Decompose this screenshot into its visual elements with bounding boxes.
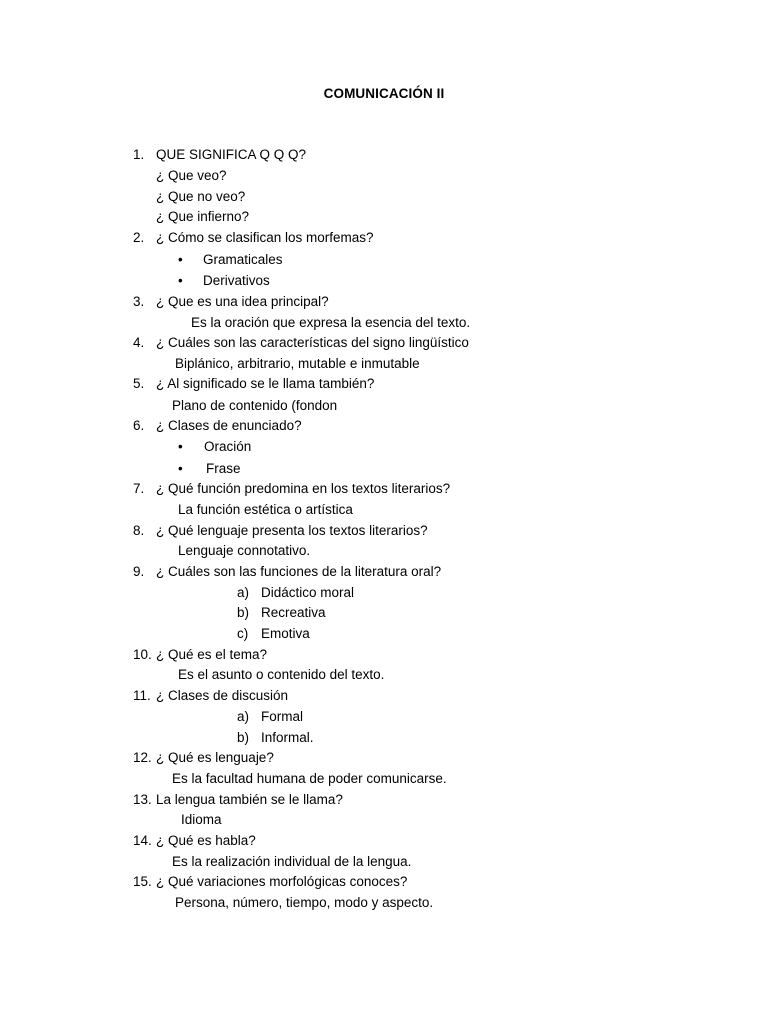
list-text: Informal. bbox=[261, 730, 314, 745]
bullet-text: Frase bbox=[206, 461, 241, 476]
question-number: 3. bbox=[133, 294, 145, 309]
list-letter: c) bbox=[237, 626, 249, 641]
question-text: QUE SIGNIFICA Q Q Q? bbox=[156, 147, 307, 162]
question-number: 13. bbox=[133, 792, 152, 807]
question-text: ¿ Qué es el tema? bbox=[156, 647, 268, 662]
question-text: ¿ Qué función predomina en los textos literarios? bbox=[156, 481, 451, 496]
question-number: 9. bbox=[133, 564, 145, 579]
answer-text: Persona, número, tiempo, modo y aspecto. bbox=[175, 895, 434, 910]
question-number: 11. bbox=[133, 688, 151, 703]
bullet-text: Oración bbox=[204, 439, 252, 454]
question-number: 12. bbox=[133, 750, 152, 765]
bullet-icon: • bbox=[178, 461, 183, 476]
answer-text: ¿ Que no veo? bbox=[156, 189, 246, 204]
question-number: 15. bbox=[133, 874, 152, 889]
question-text: ¿ Qué lenguaje presenta los textos literarios? bbox=[156, 523, 428, 538]
question-number: 4. bbox=[133, 335, 145, 350]
answer-text: Es el asunto o contenido del texto. bbox=[178, 667, 385, 682]
answer-text: La función estética o artística bbox=[178, 502, 353, 517]
answer-text: Es la realización individual de la lengua. bbox=[172, 854, 412, 869]
question-text: ¿ Clases de enunciado? bbox=[156, 418, 302, 433]
answer-text: ¿ Que veo? bbox=[156, 168, 227, 183]
question-text: ¿ Cuáles son las características del signo lingüístico bbox=[156, 335, 469, 350]
question-text: ¿ Cómo se clasifican los morfemas? bbox=[156, 230, 374, 245]
answer-text: Idioma bbox=[181, 812, 222, 827]
list-letter: a) bbox=[237, 585, 250, 600]
answer-text: Es la oración que expresa la esencia del texto. bbox=[191, 315, 471, 330]
question-number: 6. bbox=[133, 418, 145, 433]
answer-text: Lenguaje connotativo. bbox=[178, 543, 311, 558]
question-text: ¿ Que es una idea principal? bbox=[156, 294, 329, 309]
question-text: ¿ Al significado se le llama también? bbox=[156, 376, 375, 391]
answer-text: ¿ Que infierno? bbox=[156, 209, 250, 224]
bullet-icon: • bbox=[178, 273, 183, 288]
bullet-icon: • bbox=[178, 439, 183, 454]
question-number: 8. bbox=[133, 523, 145, 538]
question-number: 1. bbox=[133, 147, 145, 162]
list-letter: b) bbox=[237, 605, 250, 620]
question-text: La lengua también se le llama? bbox=[156, 792, 343, 807]
list-text: Emotiva bbox=[261, 626, 310, 641]
question-number: 10. bbox=[133, 647, 152, 662]
question-text: ¿ Clases de discusión bbox=[156, 688, 289, 703]
bullet-icon: • bbox=[178, 252, 183, 267]
question-text: ¿ Qué es habla? bbox=[156, 833, 256, 848]
question-text: ¿ Qué es lenguaje? bbox=[156, 750, 274, 765]
question-number: 7. bbox=[133, 481, 145, 496]
list-letter: a) bbox=[237, 709, 250, 724]
question-number: 5. bbox=[133, 376, 145, 391]
answer-text: Plano de contenido (fondon bbox=[172, 398, 338, 413]
list-text: Didáctico moral bbox=[261, 585, 355, 600]
list-text: Recreativa bbox=[261, 605, 326, 620]
bullet-text: Gramaticales bbox=[203, 252, 283, 267]
answer-text: Es la facultad humana de poder comunicarse. bbox=[172, 771, 447, 786]
bullet-text: Derivativos bbox=[203, 273, 270, 288]
list-letter: b) bbox=[237, 730, 250, 745]
list-text: Formal bbox=[261, 709, 304, 724]
answer-text: Biplánico, arbitrario, mutable e inmutable bbox=[175, 356, 420, 371]
question-number: 2. bbox=[133, 230, 145, 245]
question-text: ¿ Qué variaciones morfológicas conoces? bbox=[156, 874, 408, 889]
question-text: ¿ Cuáles son las funciones de la literatura oral? bbox=[156, 564, 442, 579]
document-title: COMUNICACIÓN II bbox=[323, 86, 445, 101]
question-number: 14. bbox=[133, 833, 152, 848]
